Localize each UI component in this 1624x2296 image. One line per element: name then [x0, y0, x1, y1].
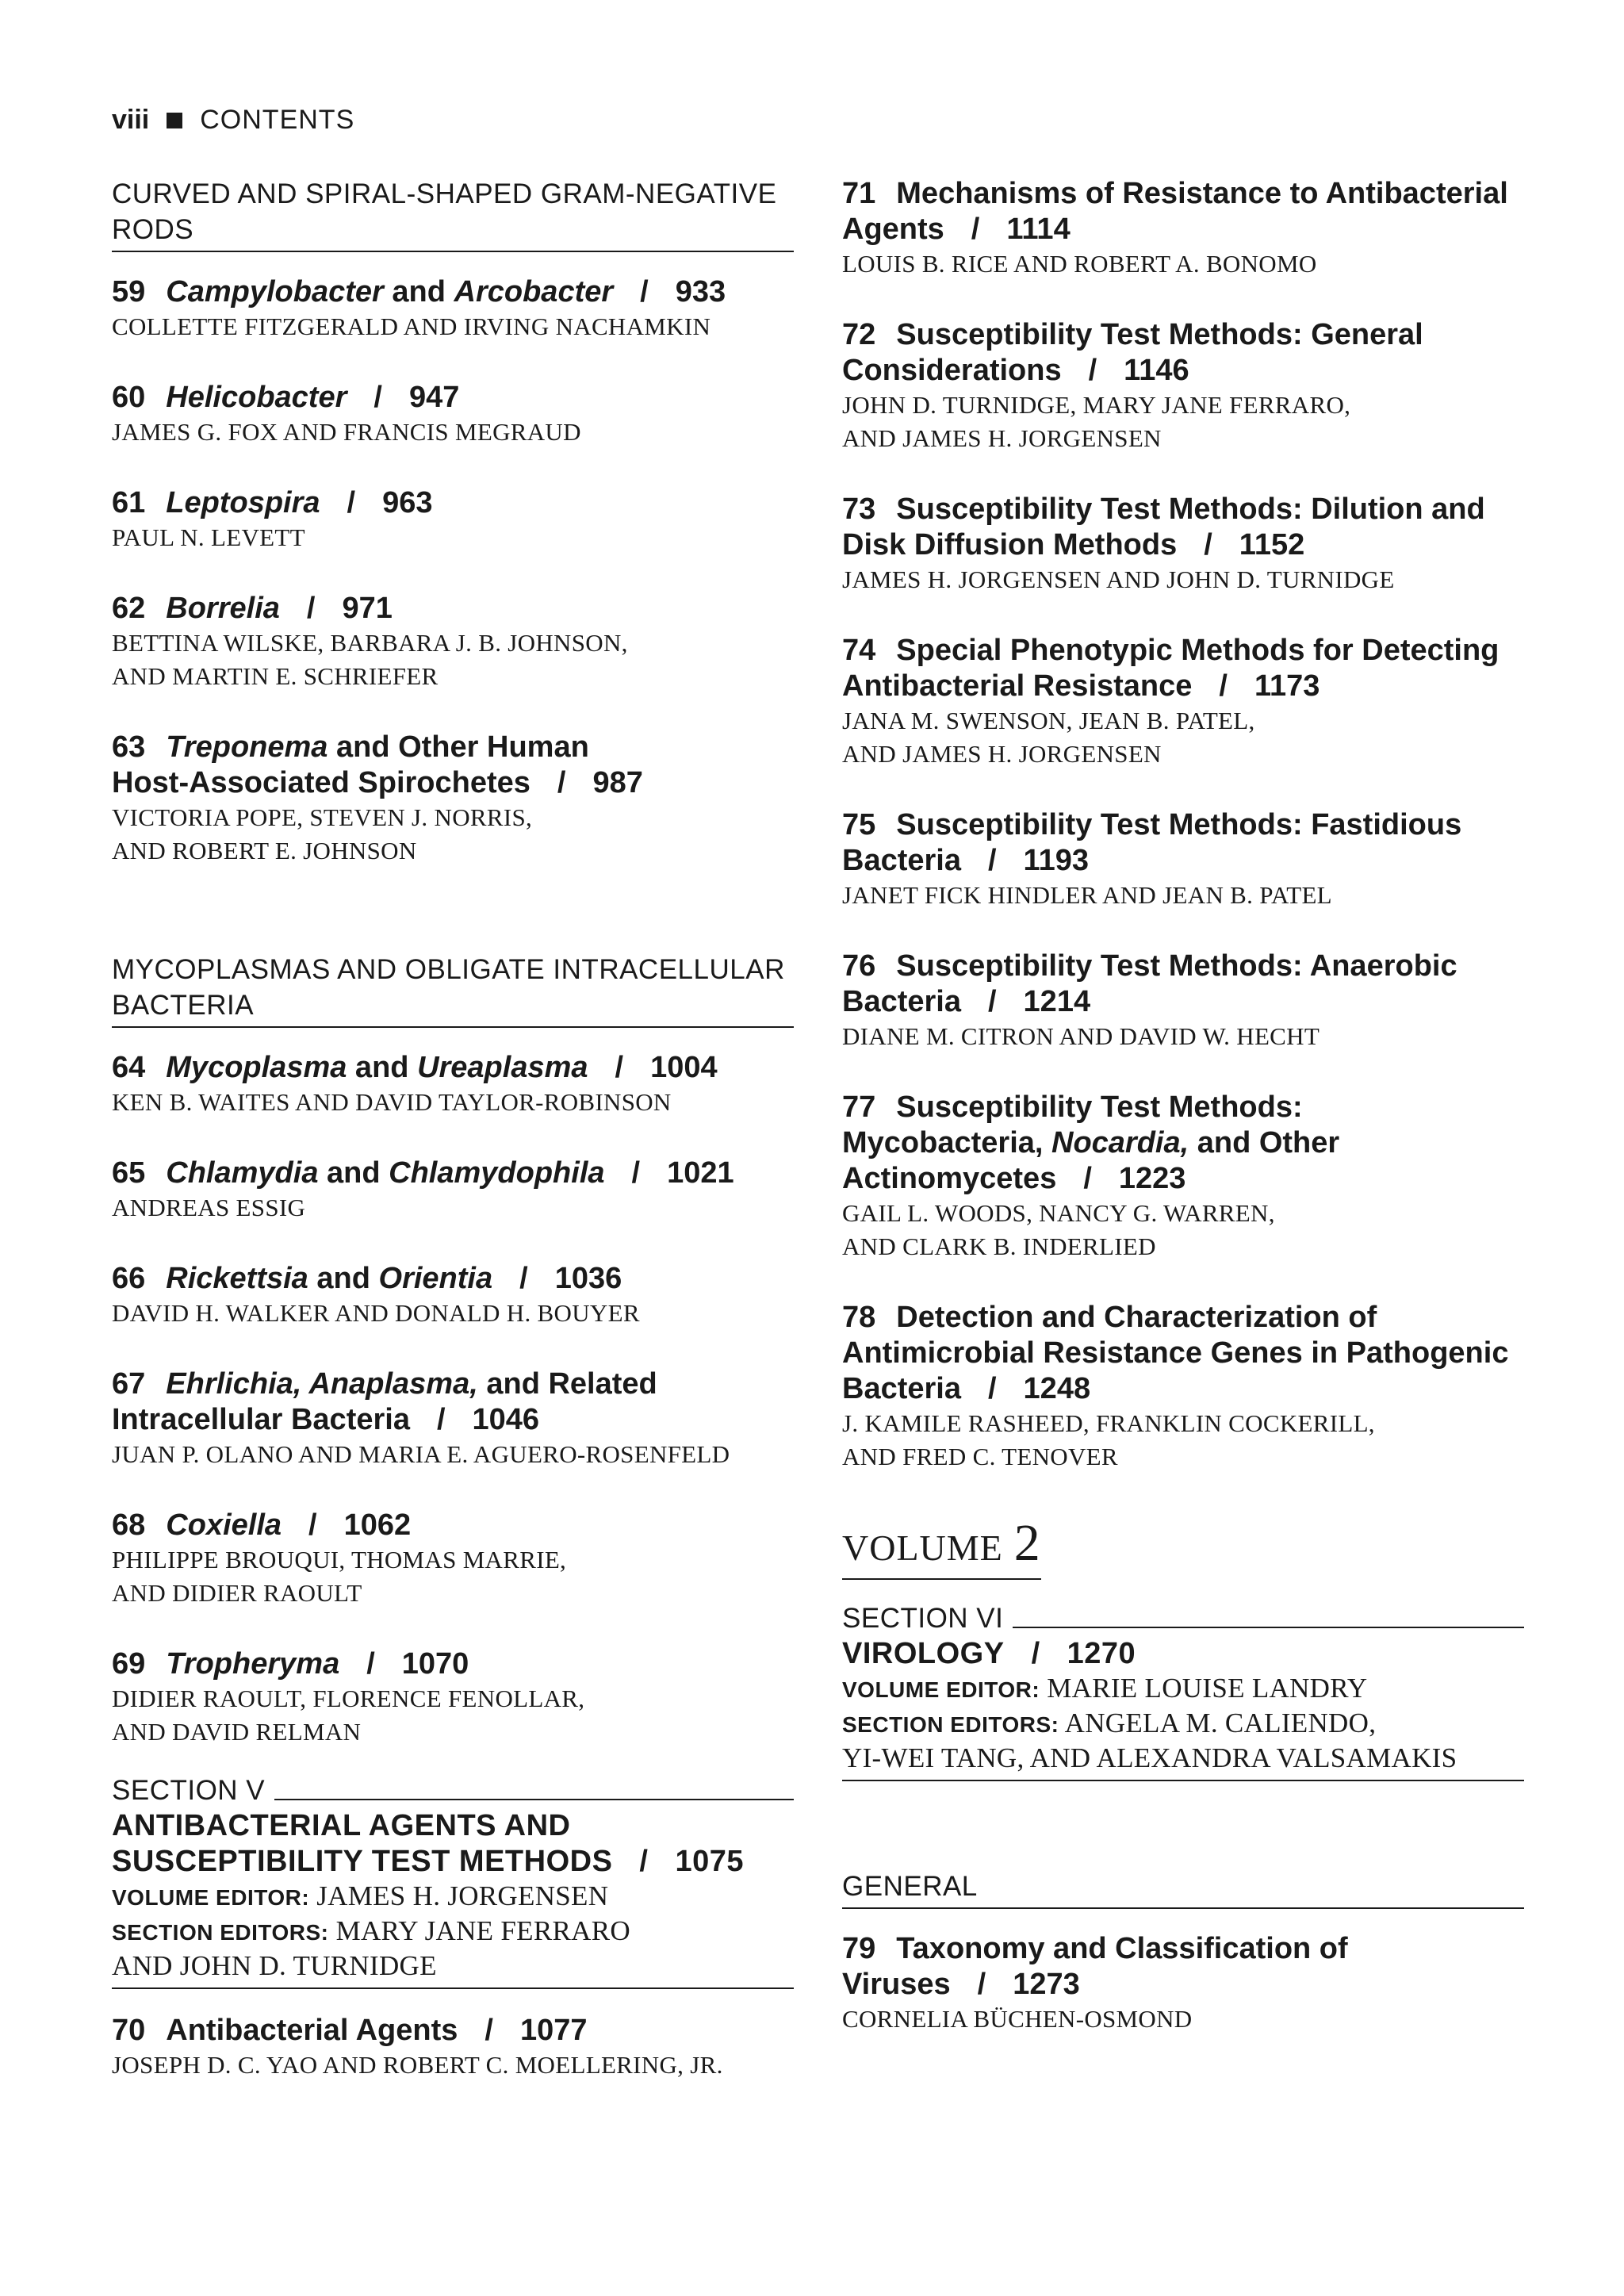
toc-entry-65[interactable]	[112, 1156, 794, 1225]
entry-page: 1173	[1254, 669, 1320, 703]
entry-authors: PHILIPPE BROUQUI, THOMAS MARRIE,	[112, 1546, 567, 1573]
section-label: SECTION VI	[842, 1600, 1524, 1636]
entry-title: 78 Detection and Characterization of	[842, 1301, 1377, 1334]
entry-authors: AND DIDIER RAOULT	[112, 1579, 362, 1607]
entry-title-cont: Antibacterial Resistance / 1173	[842, 669, 1320, 703]
entry-title: 64 Mycoplasma and Ureaplasma / 1004	[112, 1051, 718, 1084]
page-number: viii	[112, 105, 150, 135]
entry-title-cont: Antimicrobial Resistance Genes in Pathogenic	[842, 1336, 1509, 1370]
running-head	[112, 105, 354, 136]
entry-authors: J. KAMILE RASHEED, FRANKLIN COCKERILL,	[842, 1409, 1375, 1437]
entry-authors: VICTORIA POPE, STEVEN J. NORRIS,	[112, 803, 533, 831]
toc-entry-70[interactable]	[112, 2013, 794, 2082]
entry-title-cont: Bacteria / 1248	[842, 1372, 1091, 1405]
entry-page: 1273	[1013, 1968, 1080, 2001]
section-label: SECTION V	[112, 1773, 794, 1808]
entry-title: 66 Rickettsia and Orientia / 1036	[112, 1262, 622, 1295]
toc-entry-73[interactable]	[842, 492, 1524, 596]
entry-page: 1152	[1239, 528, 1305, 562]
toc-entry-61[interactable]	[112, 485, 794, 554]
section-vi-block[interactable]	[842, 1600, 1524, 1781]
square-bullet-icon	[167, 113, 182, 128]
entry-page: 1146	[1124, 354, 1189, 387]
entry-title: 60 Helicobacter / 947	[112, 381, 460, 414]
entry-authors: AND FRED C. TENOVER	[842, 1443, 1118, 1470]
entry-title: 68 Coxiella / 1062	[112, 1508, 412, 1542]
entry-page: 1193	[1023, 844, 1089, 877]
entry-title: 65 Chlamydia and Chlamydophila / 1021	[112, 1156, 734, 1190]
entry-page: 933	[675, 275, 726, 309]
entry-page: 1062	[343, 1508, 412, 1542]
entry-title: 63 Treponema and Other Human	[112, 730, 589, 764]
entry-authors: AND JAMES H. JORGENSEN	[842, 424, 1162, 452]
section-title: VIROLOGY / 1270	[842, 1637, 1136, 1670]
toc-entry-74[interactable]	[842, 633, 1524, 771]
entry-authors: KEN B. WAITES AND DAVID TAYLOR-ROBINSON	[112, 1088, 672, 1116]
entry-authors: ANDREAS ESSIG	[112, 1194, 306, 1221]
toc-entry-78[interactable]	[842, 1300, 1524, 1474]
entry-page: 1046	[472, 1403, 540, 1436]
entry-title: 76 Susceptibility Test Methods: Anaerobic	[842, 949, 1457, 983]
section-editors-cont: AND JOHN D. TURNIDGE	[112, 1950, 437, 1981]
toc-entry-66[interactable]	[112, 1261, 794, 1330]
entry-title: 69 Tropheryma / 1070	[112, 1647, 469, 1681]
volume-heading: VOLUME 2	[842, 1521, 1041, 1580]
toc-entry-64[interactable]	[112, 1050, 794, 1119]
entry-page: 963	[382, 486, 433, 519]
section-editors-cont: YI-WEI TANG, AND ALEXANDRA VALSAMAKIS	[842, 1742, 1457, 1773]
entry-title: 79 Taxonomy and Classification of	[842, 1932, 1348, 1965]
right-column	[842, 176, 1524, 2072]
entry-authors: AND JAMES H. JORGENSEN	[842, 740, 1162, 768]
entry-authors: CORNELIA BÜCHEN-OSMOND	[842, 2005, 1193, 2033]
section-editors: SECTION EDITORS: MARY JANE FERRARO	[112, 1915, 630, 1946]
entry-title: 61 Leptospira / 963	[112, 486, 433, 519]
entry-authors: JANA M. SWENSON, JEAN B. PATEL,	[842, 707, 1255, 734]
entry-authors: AND MARTIN E. SCHRIEFER	[112, 662, 439, 690]
toc-entry-67[interactable]	[112, 1366, 794, 1471]
entry-authors: GAIL L. WOODS, NANCY G. WARREN,	[842, 1199, 1275, 1227]
toc-entry-62[interactable]	[112, 591, 794, 693]
entry-page: 1004	[650, 1051, 718, 1084]
entry-page: 1070	[401, 1647, 469, 1681]
toc-entry-75[interactable]	[842, 807, 1524, 912]
left-column	[112, 176, 794, 2118]
section-rule	[274, 1799, 794, 1800]
entry-page: 1214	[1023, 985, 1091, 1018]
entry-page: 947	[408, 381, 460, 414]
entry-authors: JUAN P. OLANO AND MARIA E. AGUERO-ROSENFELD	[112, 1440, 730, 1468]
entry-page: 1223	[1118, 1162, 1186, 1195]
entry-page: 1021	[667, 1156, 734, 1190]
volume-editor: VOLUME EDITOR: JAMES H. JORGENSEN	[112, 1880, 609, 1911]
entry-authors: DIANE M. CITRON AND DAVID W. HECHT	[842, 1022, 1320, 1050]
entry-title-cont: Actinomycetes / 1223	[842, 1162, 1186, 1195]
entry-title: 77 Susceptibility Test Methods:	[842, 1091, 1303, 1124]
volume-editor: VOLUME EDITOR: MARIE LOUISE LANDRY	[842, 1673, 1368, 1704]
entry-title-cont: Bacteria / 1193	[842, 844, 1089, 877]
running-head-label: CONTENTS	[200, 105, 355, 135]
entry-title: 70 Antibacterial Agents / 1077	[112, 2014, 588, 2047]
toc-entry-71[interactable]	[842, 176, 1524, 281]
entry-authors: PAUL N. LEVETT	[112, 523, 305, 551]
toc-entry-59[interactable]	[112, 274, 794, 343]
entry-authors: COLLETTE FITZGERALD AND IRVING NACHAMKIN	[112, 312, 711, 340]
entry-page: 1248	[1023, 1372, 1091, 1405]
entry-title-cont: Disk Diffusion Methods / 1152	[842, 528, 1305, 562]
entry-title: 71 Mechanisms of Resistance to Antibacterial	[842, 177, 1508, 210]
group-heading: MYCOPLASMAS AND OBLIGATE INTRACELLULAR BACTERIA	[112, 952, 794, 1028]
entry-authors: LOUIS B. RICE AND ROBERT A. BONOMO	[842, 250, 1317, 278]
section-editors: SECTION EDITORS: ANGELA M. CALIENDO,	[842, 1708, 1377, 1738]
entry-title: 59 Campylobacter and Arcobacter / 933	[112, 275, 726, 309]
toc-entry-79[interactable]	[842, 1931, 1524, 2036]
toc-entry-63[interactable]	[112, 730, 794, 868]
entry-page: 1114	[1006, 213, 1071, 246]
entry-page: 1077	[519, 2014, 588, 2047]
toc-entry-68[interactable]	[112, 1508, 794, 1610]
entry-title-cont: Agents / 1114	[842, 213, 1071, 246]
entry-authors: BETTINA WILSKE, BARBARA J. B. JOHNSON,	[112, 629, 628, 657]
entry-authors: AND DAVID RELMAN	[112, 1718, 362, 1746]
entry-title: 67 Ehrlichia, Anaplasma, and Related	[112, 1367, 657, 1401]
entry-title: 73 Susceptibility Test Methods: Dilution and	[842, 493, 1485, 526]
section-title-cont: SUSCEPTIBILITY TEST METHODS / 1075	[112, 1845, 745, 1878]
section-v-block[interactable]	[112, 1773, 794, 1989]
entry-authors: DAVID H. WALKER AND DONALD H. BOUYER	[112, 1299, 640, 1327]
entry-page: 1036	[554, 1262, 622, 1295]
toc-entry-77[interactable]	[842, 1090, 1524, 1263]
section-rule	[1013, 1627, 1524, 1628]
entry-title-cont: Bacteria / 1214	[842, 985, 1091, 1018]
entry-authors: AND ROBERT E. JOHNSON	[112, 837, 417, 864]
entry-title-cont: Viruses / 1273	[842, 1968, 1080, 2001]
entry-page: 987	[592, 766, 643, 799]
group-heading: GENERAL	[842, 1869, 1524, 1909]
entry-authors: JOSEPH D. C. YAO AND ROBERT C. MOELLERING, JR.	[112, 2051, 723, 2079]
group-heading: CURVED AND SPIRAL-SHAPED GRAM-NEGATIVE RODS	[112, 176, 794, 252]
entry-title: 75 Susceptibility Test Methods: Fastidious	[842, 808, 1462, 841]
entry-title-cont: Considerations / 1146	[842, 354, 1189, 387]
entry-title-cont: Host-Associated Spirochetes / 987	[112, 766, 643, 799]
entry-title-cont: Intracellular Bacteria / 1046	[112, 1403, 540, 1436]
entry-authors: AND CLARK B. INDERLIED	[842, 1232, 1156, 1260]
toc-entry-76[interactable]	[842, 949, 1524, 1053]
section-page: 1075	[675, 1845, 745, 1878]
section-title: ANTIBACTERIAL AGENTS AND	[112, 1809, 571, 1842]
toc-entry-60[interactable]	[112, 380, 794, 449]
entry-authors: JAMES H. JORGENSEN AND JOHN D. TURNIDGE	[842, 565, 1395, 593]
section-page: 1270	[1067, 1637, 1136, 1670]
toc-entry-69[interactable]	[112, 1646, 794, 1749]
entry-title: 72 Susceptibility Test Methods: General	[842, 318, 1423, 351]
entry-authors: JANET FICK HINDLER AND JEAN B. PATEL	[842, 881, 1332, 909]
entry-title-cont: Mycobacteria, Nocardia, and Other	[842, 1126, 1340, 1159]
entry-page: 971	[342, 592, 393, 625]
entry-title: 74 Special Phenotypic Methods for Detecting	[842, 634, 1500, 667]
entry-authors: DIDIER RAOULT, FLORENCE FENOLLAR,	[112, 1685, 585, 1712]
entry-title: 62 Borrelia / 971	[112, 592, 393, 625]
entry-authors: JAMES G. FOX AND FRANCIS MEGRAUD	[112, 418, 581, 446]
entry-authors: JOHN D. TURNIDGE, MARY JANE FERRARO,	[842, 391, 1351, 419]
toc-entry-72[interactable]	[842, 317, 1524, 455]
